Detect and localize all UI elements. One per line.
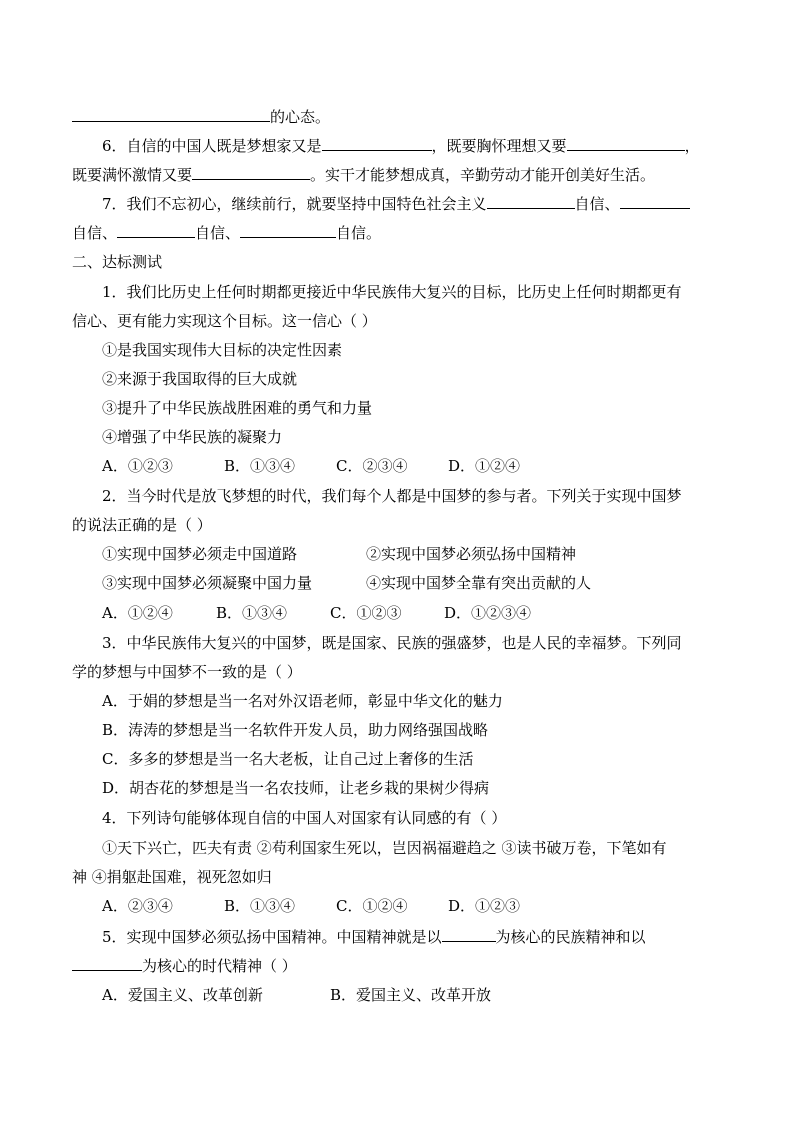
section-title: 二、达标测试: [72, 253, 163, 271]
option-a[interactable]: A．爱国主义、改革创新: [102, 986, 263, 1004]
text: 。实干才能梦想成真，辛勤劳动才能开创美好生活。: [310, 166, 656, 184]
answer-blank[interactable]: [567, 135, 685, 151]
question-7-text: 7．我们不忘初心，继续前行，就要坚持中国特色社会主义: [102, 195, 487, 213]
answer-blank[interactable]: [72, 106, 270, 122]
question-5-options: [102, 985, 491, 1005]
option-b[interactable]: B．①③④: [224, 897, 296, 915]
question-7-line-2: [72, 222, 381, 243]
text: 自信、: [72, 224, 118, 242]
option-a[interactable]: A．于娟的梦想是当一名对外汉语老师，彰显中华文化的魅力: [102, 692, 503, 710]
text: 的心态。: [270, 108, 331, 126]
question-1-options: [102, 456, 520, 476]
option-a[interactable]: A．①②③: [102, 457, 173, 475]
statement-item: ④实现中国梦全靠有突出贡献的人: [366, 574, 592, 592]
question-6-line-1: [102, 135, 700, 156]
option-b[interactable]: B．①③④: [216, 604, 288, 622]
answer-blank[interactable]: [192, 164, 310, 180]
question-1-stem-cont: 信心、更有能力实现这个目标。这一信心（ ）: [72, 312, 377, 330]
text: ，既要胸怀理想又要: [431, 137, 567, 155]
answer-blank[interactable]: [117, 222, 195, 238]
text: 为核心的民族精神和以: [495, 928, 646, 946]
option-d[interactable]: D．①②③④: [444, 604, 532, 622]
question-5-stem-cont: [72, 955, 297, 976]
statement-item: ②实现中国梦必须弘扬中国精神: [366, 545, 577, 563]
question-5-stem: [102, 926, 646, 947]
answer-blank[interactable]: [322, 135, 432, 151]
text: 为核心的时代精神（ ）: [142, 957, 297, 975]
option-c[interactable]: C．②③④: [336, 457, 408, 475]
text: 自信。: [336, 224, 382, 242]
option-c[interactable]: C．①②④: [336, 897, 408, 915]
question-2-stem-cont: 的说法正确的是（ ）: [72, 516, 212, 534]
answer-blank[interactable]: [620, 193, 690, 209]
statement-row: [102, 573, 591, 593]
option-a[interactable]: A．①②④: [102, 604, 173, 622]
statement-item: ②来源于我国取得的巨大成就: [102, 370, 298, 388]
question-3-stem: 3．中华民族伟大复兴的中国梦，既是国家、民族的强盛梦，也是人民的幸福梦。下列同: [102, 634, 682, 652]
statement-item: ③实现中国梦必须凝聚中国力量: [102, 574, 313, 592]
option-b[interactable]: B．涛涛的梦想是当一名软件开发人员，助力网络强国战略: [102, 721, 489, 739]
answer-blank[interactable]: [442, 926, 496, 942]
question-4-options: [102, 896, 520, 916]
question-4-stem: 4．下列诗句能够体现自信的中国人对国家有认同感的有（ ）: [102, 809, 507, 827]
option-a[interactable]: A．②③④: [102, 897, 173, 915]
statement-item: ④增强了中华民族的凝聚力: [102, 428, 283, 446]
text: ，: [684, 137, 700, 155]
question-1-stem: 1．我们比历史上任何时期都更接近中华民族伟大复兴的目标，比历史上任何时期都更有: [102, 283, 682, 301]
poem-items: ①天下兴亡，匹夫有责 ②苟利国家生死以，岂因祸福避趋之 ③读书破万卷，下笔如有: [102, 839, 667, 857]
answer-blank[interactable]: [487, 193, 575, 209]
question-7-line-1: [102, 193, 690, 214]
text: 自信、: [574, 195, 620, 213]
option-d[interactable]: D．①②③: [448, 897, 521, 915]
option-b[interactable]: B．爱国主义、改革开放: [330, 986, 492, 1004]
option-d[interactable]: D．胡杏花的梦想是当一名农技师，让老乡栽的果树少得病: [102, 779, 490, 797]
poem-items-cont: 神 ④捐躯赴国难，视死忽如归: [72, 868, 272, 886]
statement-item: ③提升了中华民族战胜困难的勇气和力量: [102, 399, 373, 417]
question-6-line-2: [72, 164, 655, 185]
question-3-stem-cont: 学的梦想与中国梦不一致的是（ ）: [72, 663, 302, 681]
statement-row: [102, 544, 576, 564]
question-6-text: 6．自信的中国人既是梦想家又是: [102, 137, 322, 155]
question-2-options: [102, 603, 531, 623]
statement-item: ①是我国实现伟大目标的决定性因素: [102, 341, 343, 359]
option-c[interactable]: C．①②③: [330, 604, 402, 622]
text: 5．实现中国梦必须弘扬中国精神。中国精神就是以: [102, 928, 442, 946]
answer-blank[interactable]: [72, 955, 142, 971]
option-c[interactable]: C．多多的梦想是当一名大老板，让自己过上奢侈的生活: [102, 750, 474, 768]
text: 自信、: [195, 224, 241, 242]
fill-in-line-1: [72, 106, 330, 127]
text: 既要满怀激情又要: [72, 166, 193, 184]
option-b[interactable]: B．①③④: [224, 457, 296, 475]
answer-blank[interactable]: [240, 222, 336, 238]
question-2-stem: 2．当今时代是放飞梦想的时代，我们每个人都是中国梦的参与者。下列关于实现中国梦: [102, 487, 682, 505]
option-d[interactable]: D．①②④: [448, 457, 521, 475]
statement-item: ①实现中国梦必须走中国道路: [102, 545, 298, 563]
